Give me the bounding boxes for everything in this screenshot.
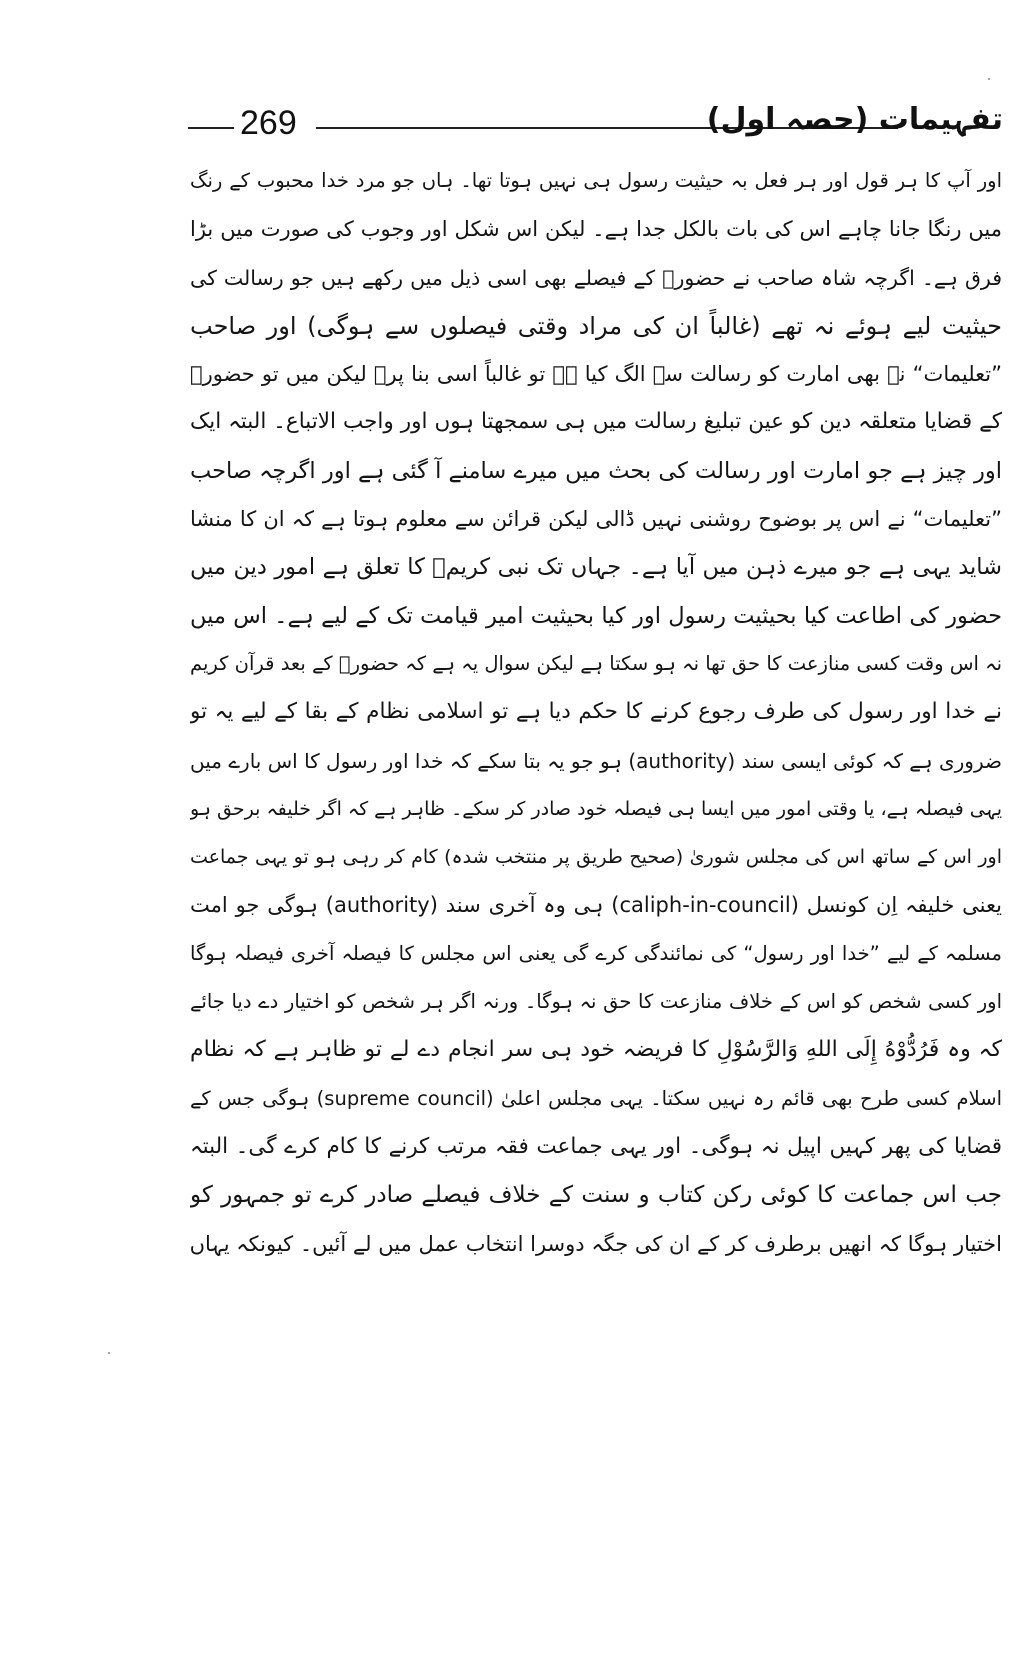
scan-speck	[108, 1352, 110, 1354]
text-line: اور کسی شخص کو اس کے خلاف منازعت کا حق نہ ہوگا۔ ورنہ اگر ہر شخص کو اختیار دے دیا جائے	[190, 990, 1002, 1014]
text-line: ضروری ہے کہ کوئی ایسی سند (authority) ہو جو یہ بتا سکے کہ خدا اور رسول کا اس بارے میں	[190, 748, 1002, 773]
text-line: یہی فیصلہ ہے، یا وقتی امور میں ایسا ہی فیصلہ خود صادر کر سکے۔ ظاہر ہے کہ اگر خلیفہ برحق ہو	[190, 797, 1002, 820]
text-line: نے خدا اور رسول کی طرف رجوع کرنے کا حکم دیا ہے تو اسلامی نظام کے بقا کے لیے یہ تو	[190, 699, 1002, 725]
text-line: میں رنگا جانا چاہے اس کی بات بالکل جدا ہے۔ لیکن اس شکل اور وجوب کی صورت میں بڑا	[190, 217, 1002, 242]
text-line: حیثیت لیے ہوئے نہ تھے (غالباً ان کی مراد وقتی فیصلوں سے ہوگی) اور صاحب	[190, 311, 1002, 340]
text-line: قضایا کی پھر کہیں اپیل نہ ہوگی۔ اور یہی جماعت فقہ مرتب کرنے کا کام کرے گی۔ البتہ	[190, 1133, 1002, 1159]
page-header	[188, 100, 1003, 150]
text-line: فرق ہے۔ اگرچہ شاہ صاحب نے حضورؐ کے فیصلے بھی اسی ذیل میں رکھے ہیں جو رسالت کی	[190, 265, 1002, 290]
text-line: ”تعلیمات“ نے بھی امارت کو رسالت سے الگ کیا ہے تو غالباً اسی بنا پر۔ لیکن میں تو حضورؐ	[190, 362, 1002, 387]
text-line: اور آپ کا ہر قول اور ہر فعل بہ حیثیت رسول ہی نہیں ہوتا تھا۔ ہاں جو مرد خدا محبوب کے رنگ	[190, 169, 1002, 192]
text-line: شاید یہی ہے جو میرے ذہن میں آیا ہے۔ جہاں تک نبی کریمؐ کا تعلق ہے امور دین میں	[190, 554, 1002, 581]
page-number: 269	[240, 104, 297, 142]
header-rule-left	[188, 127, 234, 129]
text-line: نہ اس وقت کسی منازعت کا حق تھا نہ ہو سکتا ہے لیکن سوال یہ ہے کہ حضورؐ کے بعد قرآن کریم	[190, 651, 1002, 675]
text-line: ”تعلیمات“ نے اس پر بوضوح روشنی نہیں ڈالی لیکن قرائن سے معلوم ہوتا ہے کہ ان کا منشا	[190, 507, 1002, 532]
body-text	[190, 157, 1002, 1268]
text-line: اور اس کے ساتھ اس کی مجلس شوریٰ (صحیح طریق پر منتخب شدہ) کام کر رہی ہو تو یہی جماعت	[190, 846, 1002, 869]
text-line: اور چیز ہے جو امارت اور رسالت کی بحث میں میرے سامنے آ گئی ہے اور اگرچہ صاحب	[190, 457, 1002, 484]
text-line: مسلمہ کے لیے ”خدا اور رسول“ کی نمائندگی کرے گی یعنی اس مجلس کا فیصلہ آخری فیصلہ ہوگا	[190, 941, 1002, 965]
text-line: جب اس جماعت کا کوئی رکن کتاب و سنت کے خلاف فیصلے صادر کرے تو جمہور کو	[190, 1182, 1002, 1209]
text-line: اسلام کسی طرح بھی قائم رہ نہیں سکتا۔ یہی مجلس اعلیٰ (supreme council) ہوگی جس کے	[190, 1086, 1002, 1110]
text-line: حضور کی اطاعت کیا بحیثیت رسول اور کیا بحیثیت امیر قیامت تک کے لیے ہے۔ اس میں	[190, 602, 1002, 629]
text-line: یعنی خلیفہ اِن کونسل (caliph-in-council) ہی وہ آخری سند (authority) ہوگی جو امت	[190, 893, 1002, 918]
text-line: کہ وہ فَرُدُّوْهُ إِلَى اللهِ وَالرَّسُوْلِ کا فریضہ خود ہی سر انجام دے لے تو ظاہر ہے کہ نظام	[190, 1037, 1002, 1063]
text-line: کے قضایا متعلقہ دین کو عین تبلیغ رسالت میں ہی سمجھتا ہوں اور واجب الاتباع۔ البتہ ایک	[190, 409, 1002, 435]
text-line: اختیار ہوگا کہ انھیں برطرف کر کے ان کی جگہ دوسرا انتخاب عمل میں لے آئیں۔ کیونکہ یہاں	[190, 1231, 1002, 1256]
running-title: تفہیمات (حصہ اول)	[706, 102, 1003, 137]
scan-speck	[988, 78, 990, 80]
